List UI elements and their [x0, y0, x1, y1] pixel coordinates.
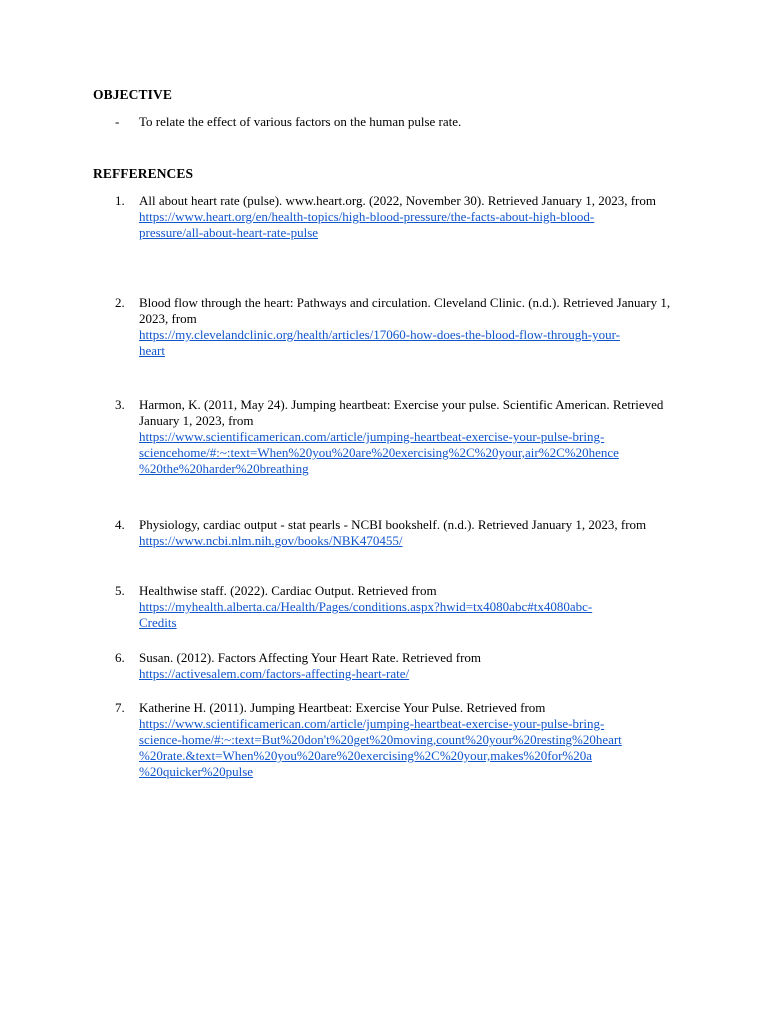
reference-number: 1. [115, 193, 125, 208]
reference-link[interactable] [139, 429, 680, 477]
reference-link-line: https://activesalem.com/factors-affecting-heart-rate/ [139, 666, 410, 681]
reference-link-line: https://www.scientificamerican.com/article/jumping-heartbeat-exercise-your-pulse-bring- [139, 716, 605, 731]
reference-text: Blood flow through the heart: Pathways and circulation. Cleveland Clinic. (n.d.). Retrieved January 1, 2023, from [139, 295, 671, 326]
reference-link[interactable] [139, 327, 680, 359]
reference-number: 5. [115, 583, 125, 598]
reference-link-line: https://my.clevelandclinic.org/health/articles/17060-how-does-the-blood-flow-through-your- [139, 327, 620, 342]
reference-link-line: sciencehome/#:~:text=When%20you%20are%20exercising%2C%20your,air%2C%20hence [139, 445, 619, 460]
references-heading: REFFERENCES [93, 166, 194, 181]
objective-heading: OBJECTIVE [93, 87, 172, 102]
reference-text: Harmon, K. (2011, May 24). Jumping heartbeat: Exercise your pulse. Scientific American. Retrieved January 1, 2023, from [139, 397, 664, 428]
reference-link-line: heart [139, 343, 165, 358]
reference-link[interactable] [139, 666, 680, 682]
reference-link[interactable] [139, 209, 680, 241]
reference-number: 3. [115, 397, 125, 412]
reference-item [115, 193, 680, 241]
reference-link-line: https://www.scientificamerican.com/article/jumping-heartbeat-exercise-your-pulse-bring- [139, 429, 605, 444]
reference-text: All about heart rate (pulse). www.heart.org. (2022, November 30). Retrieved January 1, 2023, from [139, 193, 656, 208]
reference-text: Katherine H. (2011). Jumping Heartbeat: Exercise Your Pulse. Retrieved from [139, 700, 546, 715]
reference-link[interactable] [139, 716, 680, 780]
reference-link-line: %20quicker%20pulse [139, 764, 254, 779]
reference-number: 2. [115, 295, 125, 310]
reference-link-line: https://myhealth.alberta.ca/Health/Pages/conditions.aspx?hwid=tx4080abc#tx4080abc- [139, 599, 593, 614]
reference-item [115, 295, 680, 359]
reference-link-line: %20the%20harder%20breathing [139, 461, 309, 476]
reference-link[interactable] [139, 533, 680, 549]
reference-text: Susan. (2012). Factors Affecting Your Heart Rate. Retrieved from [139, 650, 482, 665]
reference-number: 7. [115, 700, 125, 715]
reference-item [115, 517, 680, 549]
bullet-marker: - [115, 114, 120, 129]
reference-link-line: https://www.heart.org/en/health-topics/high-blood-pressure/the-facts-about-high-blood- [139, 209, 595, 224]
reference-item [115, 700, 680, 780]
reference-item [115, 583, 680, 631]
objective-text: To relate the effect of various factors on the human pulse rate. [139, 114, 462, 129]
reference-link[interactable] [139, 599, 680, 631]
reference-link-line: science-home/#:~:text=But%20don't%20get%20moving,count%20your%20resting%20heart [139, 732, 622, 747]
reference-link-line: pressure/all-about-heart-rate-pulse [139, 225, 319, 240]
reference-link-line: https://www.ncbi.nlm.nih.gov/books/NBK470455/ [139, 533, 403, 548]
reference-link-line: %20rate.&text=When%20you%20are%20exercising%2C%20your,makes%20for%20a [139, 748, 593, 763]
reference-link-line: Credits [139, 615, 177, 630]
reference-number: 4. [115, 517, 125, 532]
reference-text: Physiology, cardiac output - stat pearls - NCBI bookshelf. (n.d.). Retrieved January 1, 2023, from [139, 517, 647, 532]
reference-item [115, 650, 680, 682]
objective-bullet [115, 114, 695, 130]
reference-number: 6. [115, 650, 125, 665]
reference-text: Healthwise staff. (2022). Cardiac Output. Retrieved from [139, 583, 437, 598]
reference-item [115, 397, 680, 477]
